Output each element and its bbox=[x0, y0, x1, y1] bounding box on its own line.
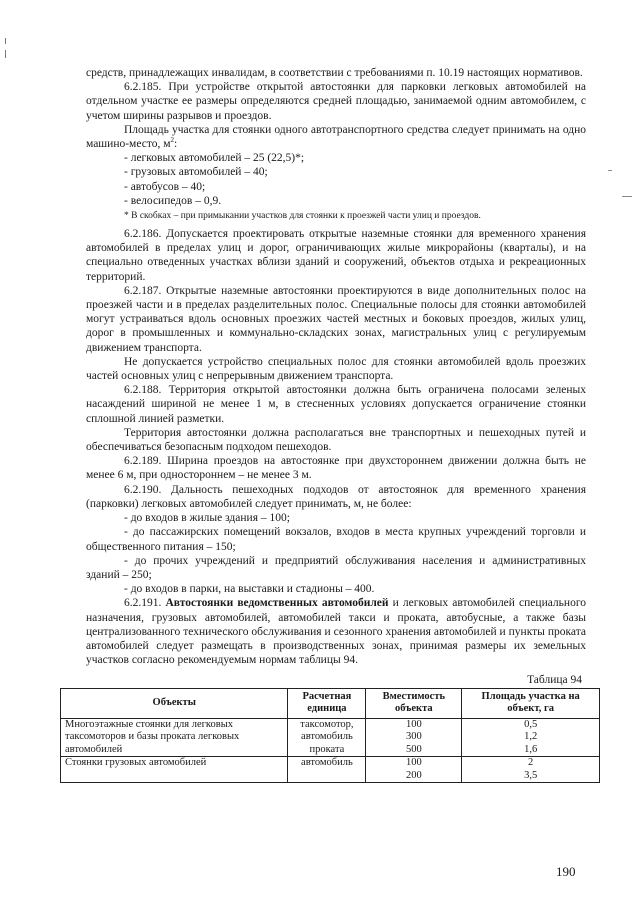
table-cell: 1,6 bbox=[462, 744, 600, 757]
paragraph: Территория автостоянки должна располагаться вне транспортных и пешеходных путей и обеспечиваться безопасным подходом пешеходов. bbox=[86, 426, 586, 454]
column-header-capacity: Вместимость объекта bbox=[366, 688, 462, 718]
list-item: - до входов в парки, на выставки и стадионы – 400. bbox=[124, 583, 375, 596]
list-item: - грузовых автомобилей – 40; bbox=[124, 166, 268, 179]
table-header-row bbox=[61, 688, 600, 718]
table-cell: 3,5 bbox=[462, 770, 600, 783]
paragraph-6-2-191 bbox=[86, 596, 586, 667]
paragraph-6-2-190: 6.2.190. Дальность пешеходных подходов от автостоянок для временного хранения (парковки) легковых автомобилей следует принимать, м, не более: bbox=[86, 483, 586, 510]
list-item: - легковых автомобилей – 25 (22,5)*; bbox=[124, 152, 305, 165]
table-cell: автомобилей bbox=[61, 744, 288, 757]
table-cell bbox=[61, 770, 288, 783]
paragraph: Не допускается устройство специальных полос для стоянки автомобилей вдоль проезжих частей основных улиц с непрерывным движением транспорта. bbox=[86, 355, 586, 383]
scan-speck bbox=[622, 196, 632, 197]
scan-edge-mark bbox=[5, 50, 6, 58]
table-row bbox=[61, 744, 600, 757]
paragraph-6-2-186: 6.2.186. Допускается проектировать открытые наземные стоянки для временного хранения автомобилей в пределах улиц и дорог, ограничивающих жилые микрорайоны (кварталы), и на специально отведенных участках вблизи зданий и сооружений, объектов отдыха и рекреационных территорий. bbox=[86, 228, 586, 283]
list-item: - автобусов – 40; bbox=[124, 180, 206, 193]
paragraph-area-norms bbox=[86, 123, 586, 151]
table-cell: проката bbox=[288, 744, 366, 757]
table-cell: 200 bbox=[366, 770, 462, 783]
document-page bbox=[65, 66, 586, 783]
list-item: - до входов в жилые здания – 100; bbox=[124, 512, 290, 525]
table-row bbox=[61, 757, 600, 770]
table-cell bbox=[288, 770, 366, 783]
table-cell: Стоянки грузовых автомобилей bbox=[61, 757, 288, 770]
scan-edge-mark bbox=[5, 38, 6, 44]
scan-speck bbox=[608, 170, 612, 171]
paragraph-6-2-188: 6.2.188. Территория открытой автостоянки должна быть ограничена полосами зеленых насаждений шириной не менее 1 м, в стесненных условиях допускается ограничение стоянки сплошной линией разметки. bbox=[86, 384, 586, 425]
list-item: - велосипедов – 0,9. bbox=[124, 194, 222, 207]
footnote: * В скобках – при примыкании участков для стоянки к проезжей части улиц и проездов. bbox=[124, 211, 481, 222]
table-row bbox=[61, 731, 600, 744]
page-number: 190 bbox=[556, 864, 576, 879]
table-cell: автомобиль bbox=[288, 731, 366, 744]
table-cell: 100 bbox=[366, 718, 462, 731]
paragraph-6-2-189: 6.2.189. Ширина проездов на автостоянке при двухстороннем движении должна быть не менее 6 м, при одностороннем – не менее 3 м. bbox=[86, 455, 586, 482]
paragraph-text: Площадь участка для стоянки одного автотранспортного средства следует принимать на одно машино-место, м bbox=[86, 123, 586, 151]
table-row bbox=[61, 770, 600, 783]
paragraph-6-2-185: 6.2.185. При устройстве открытой автостоянки для парковки легковых автомобилей на отдельном участке ее размеры определяются средней площадью, занимаемой одним автомобилем, с учетом ширины разрывов и проездов. bbox=[86, 81, 586, 122]
column-header-objects: Объекты bbox=[61, 688, 288, 718]
paragraph-number: 6.2.191. bbox=[124, 597, 166, 610]
column-header-unit: Расчетная единица bbox=[288, 688, 366, 718]
paragraph-text: и легковых автомобилей специального назначения, грузовых автомобилей, автомобилей такси и проката, автобусные, а также базы централизованного технического обслуживания и сезонного хранения автомобилей и пункты проката автомобилей следует размещать в производственных зонах, принимая размеры их земельных участков согласно рекомендуемым нормам таблицы 94. bbox=[86, 597, 586, 667]
paragraph: средств, принадлежащих инвалидам, в соответствии с требованиями п. 10.19 настоящих нормативов. bbox=[86, 67, 583, 79]
table-caption: Таблица 94 bbox=[527, 674, 582, 687]
list-item: - до пассажирских помещений вокзалов, входов в места крупных учреждений торговли и общественного питания – 150; bbox=[86, 526, 586, 553]
table-94 bbox=[60, 688, 600, 784]
bold-term: Автостоянки ведомственных автомобилей bbox=[165, 597, 389, 610]
table-cell: 300 bbox=[366, 731, 462, 744]
table-cell: 0,5 bbox=[462, 718, 600, 731]
table-cell: автомобиль bbox=[288, 757, 366, 770]
table-row bbox=[61, 718, 600, 731]
column-header-area: Площадь участка на объект, га bbox=[462, 688, 600, 718]
table-cell: 500 bbox=[366, 744, 462, 757]
superscript: 2 bbox=[170, 136, 174, 145]
table-cell: таксомотор, bbox=[288, 718, 366, 731]
table-cell: 1,2 bbox=[462, 731, 600, 744]
table-cell: таксомоторов и базы проката легковых bbox=[61, 731, 288, 744]
table-cell: 100 bbox=[366, 757, 462, 770]
table-cell: 2 bbox=[462, 757, 600, 770]
list-item: - до прочих учреждений и предприятий обслуживания населения и административных зданий – 250; bbox=[86, 554, 586, 581]
table-cell: Многоэтажные стоянки для легковых bbox=[61, 718, 288, 731]
paragraph-colon: : bbox=[173, 138, 178, 151]
paragraph-6-2-187: 6.2.187. Открытые наземные автостоянки проектируются в виде дополнительных полос на проезжей части и в пределах разделительных полос. Специальные полосы для стоянки автомобилей могут устраиваться вдоль основных проезжих частей местных и боковых проездов, жилых улиц, дорог в промышленных и коммунально-складских зонах, магистральных улиц с регулируемым движением транспорта. bbox=[86, 284, 586, 354]
